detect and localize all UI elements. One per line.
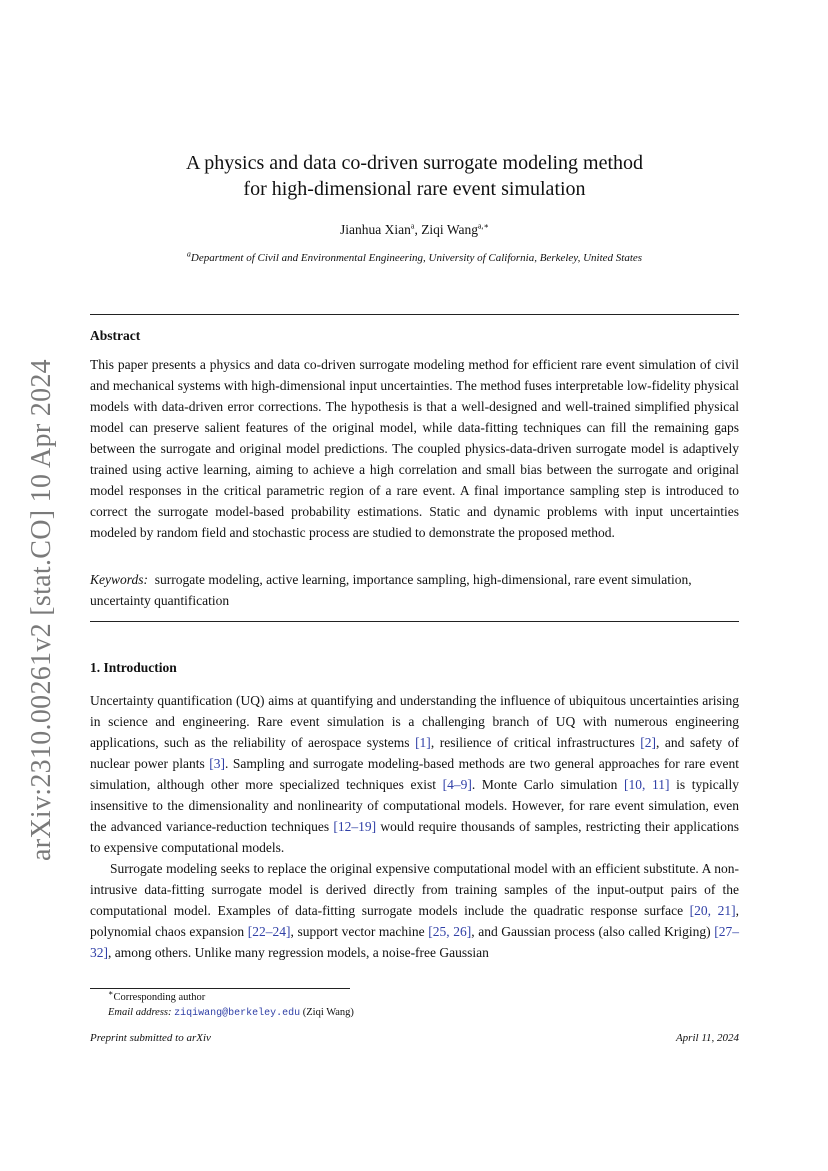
introduction-body	[90, 690, 739, 963]
author-name: Jianhua Xian	[340, 222, 411, 237]
intro-text: . Sampling and surrogate modeling-based methods are two general approaches for rare event simulation, although other more specialized techniques exist	[90, 756, 739, 792]
arxiv-identifier-stamp	[22, 360, 62, 860]
email-label: Email address:	[108, 1007, 172, 1018]
intro-text: Uncertainty quantification (UQ) aims at quantifying and understanding the influence of ubiquitous uncertainties arising in science and engineering. Rare event simulation is a challenging branch of UQ with numerous engineering applications, such as the reliability of aerospace systems	[90, 693, 739, 750]
intro-text: would require thousands of samples, restricting their applications to expensive computational models.	[90, 819, 739, 855]
keywords-label: Keywords:	[90, 572, 148, 587]
citation-link[interactable]: [20, 21]	[689, 903, 736, 918]
citation-link[interactable]: [27–32]	[90, 924, 739, 960]
citation-link[interactable]: [1]	[415, 735, 431, 750]
footnote-corresponding	[108, 990, 708, 1005]
author-marks: a,∗	[477, 221, 489, 231]
section-heading-introduction: 1. Introduction	[90, 660, 177, 675]
abstract-body: This paper presents a physics and data co-driven surrogate modeling method for efficient rare event simulation of civil and mechanical systems with high-dimensional input uncertainties. The method fuses interpretable low-fidelity physical models with data-driven error corrections. The hypothesis is that a well-designed and well-trained simplified physical model can preserve salient features of the original model, while data-fitting techniques can fill the remaining gaps between the surrogate and original model predictions. The coupled physics-data-driven surrogate model is adaptively trained using active learning, aiming to achieve a high correlation and small bias between the surrogate and original model responses in the critical parametric region of a rare event. A final importance sampling step is introduced to correct the surrogate model-based probability estimations. Static and dynamic problems with input uncertainties modeled by random field and stochastic process are studied to demonstrate the proposed method.	[90, 357, 739, 540]
footnote-corresponding-text: Corresponding author	[113, 992, 206, 1003]
intro-text: , among others. Unlike many regression models, a noise-free Gaussian	[108, 945, 489, 960]
intro-paragraph-2	[90, 858, 739, 963]
email-link[interactable]: ziqiwang@berkeley.edu	[174, 1008, 301, 1019]
citation-link[interactable]: [12–19]	[333, 819, 377, 834]
footer-date: April 11, 2024	[675, 1032, 739, 1044]
footnote-email-line	[108, 1005, 708, 1021]
citation-link[interactable]: [10, 11]	[624, 777, 670, 792]
intro-text: , support vector machine	[290, 924, 429, 939]
affiliation	[90, 249, 739, 264]
intro-text: , resilience of critical infrastructures	[430, 735, 641, 750]
intro-text: , and Gaussian process (also called Kriging)	[471, 924, 715, 939]
intro-paragraph-1	[90, 690, 739, 858]
abstract-heading: Abstract	[90, 328, 141, 343]
intro-text: is typically insensitive to the dimensionality and nonlinearity of computational models. However, for rare event simulation, even the advanced variance-reduction techniques	[90, 777, 739, 834]
keywords-text: surrogate modeling, active learning, importance sampling, high-dimensional, rare event simulation, uncertainty quantification	[90, 572, 692, 608]
citation-link[interactable]: [3]	[209, 756, 225, 771]
affiliation-text: Department of Civil and Environmental Engineering, University of California, Berkeley, United States	[190, 252, 643, 264]
intro-text: , polynomial chaos expansion	[90, 903, 739, 939]
affiliation-mark: a	[186, 249, 191, 259]
email-owner: (Ziqi Wang)	[302, 1007, 354, 1018]
keywords	[90, 569, 739, 611]
citation-link[interactable]: [2]	[640, 735, 657, 750]
abstract-top-rule	[90, 314, 739, 315]
abstract-bottom-rule	[90, 621, 739, 622]
citation-link[interactable]: [4–9]	[442, 777, 472, 792]
intro-text: Surrogate modeling seeks to replace the original expensive computational model with an efficient substitute. A non-intrusive data-fitting surrogate model is derived directly from training samples of the input-output pairs of the computational model. Examples of data-fitting surrogate models include the quadratic response surface	[90, 861, 739, 918]
citation-link[interactable]: [22–24]	[247, 924, 291, 939]
author-marks: a	[410, 221, 415, 231]
paper-title	[90, 150, 739, 202]
footnote	[108, 990, 708, 1021]
title-line-2: for high-dimensional rare event simulation	[243, 178, 586, 200]
arxiv-identifier-text: arXiv:2310.00261v2 [stat.CO] 10 Apr 2024	[26, 359, 57, 861]
footnote-rule	[90, 988, 350, 989]
intro-text: , and safety of nuclear power plants	[90, 735, 739, 771]
footnote-mark: ∗	[108, 988, 114, 998]
footer-preprint-note: Preprint submitted to arXiv	[90, 1032, 211, 1044]
citation-link[interactable]: [25, 26]	[428, 924, 472, 939]
title-line-1: A physics and data co-driven surrogate modeling method	[185, 152, 644, 174]
intro-text: . Monte Carlo simulation	[471, 777, 624, 792]
author-name: Ziqi Wang	[421, 222, 478, 237]
author-list: Jianhua Xian$^a$, Ziqi Wang$^{a,∗}$	[340, 221, 489, 237]
